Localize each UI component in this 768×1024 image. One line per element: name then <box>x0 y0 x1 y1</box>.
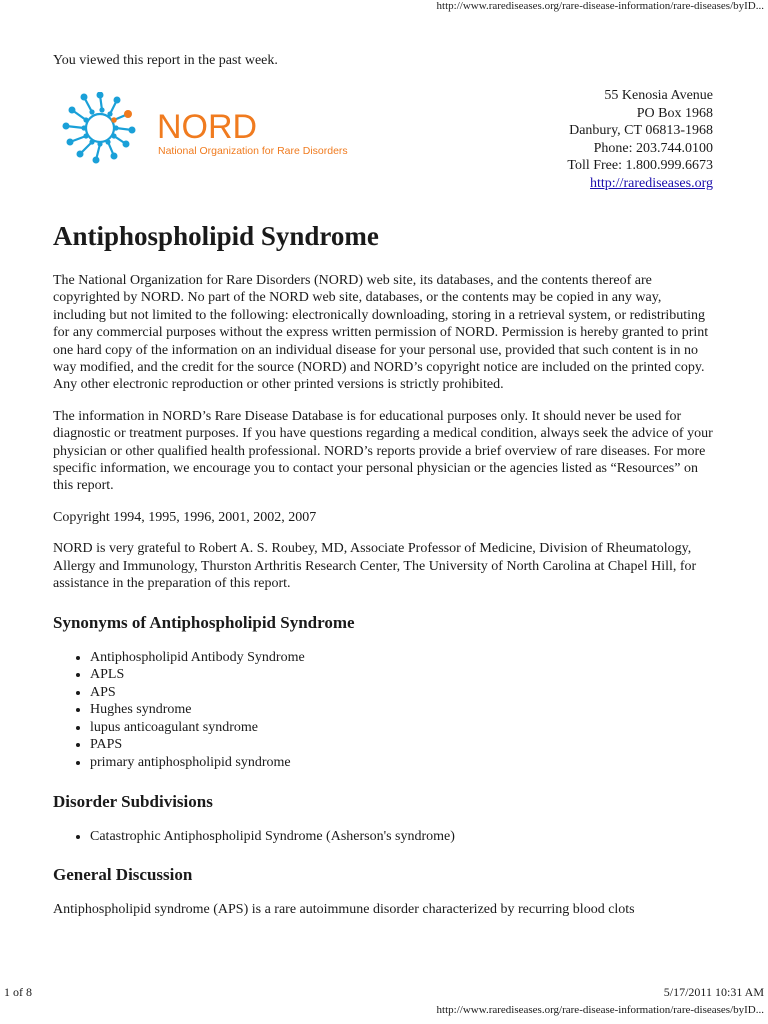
general-discussion-heading: General Discussion <box>53 865 193 885</box>
molecule-network-icon <box>62 92 352 172</box>
list-item: • PAPS <box>90 736 717 754</box>
list-item: • Antiphospholipid Antibody Syndrome <box>90 649 717 667</box>
list-item: • Hughes syndrome <box>90 701 717 719</box>
print-datetime: 5/17/2011 10:31 AM <box>663 985 764 999</box>
list-item: • lupus anticoagulant syndrome <box>90 719 717 737</box>
page-number: 1 of 8 <box>4 985 32 999</box>
address-phone: Phone: 203.744.0100 <box>593 140 713 156</box>
logo-wordmark: NORD <box>157 108 258 146</box>
synonyms-heading: Synonyms of Antiphospholipid Syndrome <box>53 612 355 632</box>
address-city: Danbury, CT 06813-1968 <box>569 123 713 139</box>
copyright-notice-paragraph: The National Organization for Rare Disorders (NORD) web site, its databases, and the contents thereof are copyrighted by NORD. No part of the NORD web site, databases, or the contents may be copied in any way, including but not limited to the following: electronically downloading, storing in a retrieval system, or redistributing for any commercial purposes without the express written permission of NORD. Permission is hereby granted to print one hard copy of the information on an individual disease for your personal use, provided that such content is in no way modified, and the credit for the source (NORD) and NORD’s copyright notice are included on the printed copy. Any other electronic reproduction or other printed versions is strictly prohibited. <box>53 273 709 393</box>
nord-logo <box>62 92 352 172</box>
subdivisions-heading: Disorder Subdivisions <box>53 791 213 811</box>
list-item: • primary antiphospholipid syndrome <box>90 754 717 772</box>
general-discussion-text: Antiphospholipid syndrome (APS) is a rare autoimmune disorder characterized by recurring blood clots <box>53 902 635 918</box>
acknowledgement-paragraph: NORD is very grateful to Robert A. S. Roubey, MD, Associate Professor of Medicine, Division of Rheumatology, Allergy and Immunology, Thurston Arthritis Research Center, The University of North Carolina at Chapel Hill, for assistance in the preparation of this report. <box>53 541 697 592</box>
website-link[interactable]: http://rarediseases.org <box>590 175 713 191</box>
logo-tagline: National Organization for Rare Disorders <box>158 145 348 157</box>
list-item: • Catastrophic Antiphospholipid Syndrome (Asherson's syndrome) <box>90 828 717 846</box>
list-item: • APS <box>90 684 717 702</box>
copyright-years: Copyright 1994, 1995, 1996, 2001, 2002, 2007 <box>53 509 317 525</box>
viewed-notice: You viewed this report in the past week. <box>53 53 278 68</box>
disclaimer-paragraph: The information in NORD’s Rare Disease Database is for educational purposes only. It should never be used for diagnostic or treatment purposes. If you have questions regarding a medical condition, always seek the advice of your physician or other qualified health professional. NORD’s reports provide a brief overview of rare diseases. For more specific information, we encourage you to contact your personal physician or the agencies listed as “Resources” on this report. <box>53 408 713 494</box>
footer-url: http://www.rarediseases.org/rare-disease-information/rare-diseases/byID... <box>436 1004 764 1016</box>
report-content <box>53 218 717 933</box>
address-block <box>567 87 713 193</box>
list-item: • APLS <box>90 666 717 684</box>
address-toll-free: Toll Free: 1.800.999.6673 <box>567 158 713 174</box>
page-title: Antiphospholipid Syndrome <box>53 221 379 251</box>
header-url: http://www.rarediseases.org/rare-disease-information/rare-diseases/byID... <box>436 0 764 12</box>
subdivisions-list <box>53 828 717 846</box>
address-po-box: PO Box 1968 <box>636 105 713 121</box>
synonyms-list <box>53 649 717 772</box>
address-street: 55 Kenosia Avenue <box>604 88 713 103</box>
